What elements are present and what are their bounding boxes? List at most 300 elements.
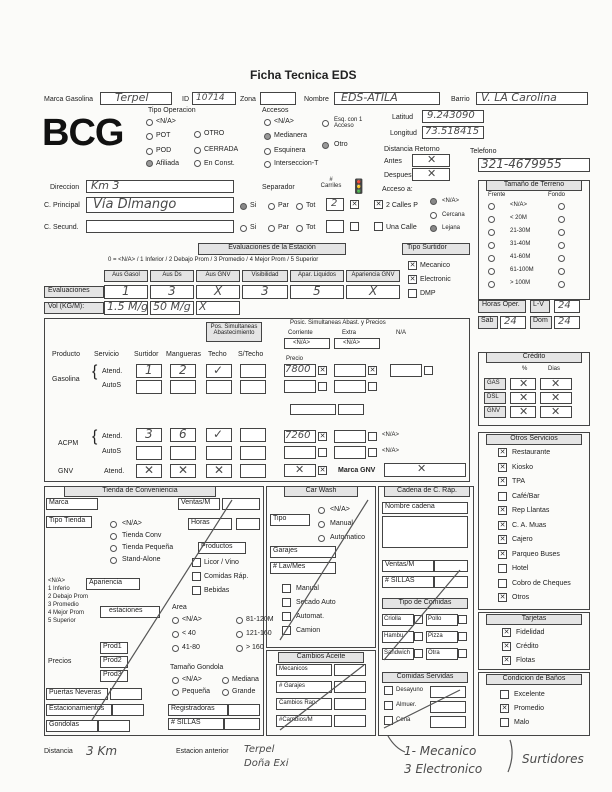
registradoras-field[interactable]: Registradoras (168, 704, 228, 716)
gondola-radio[interactable] (222, 689, 229, 696)
tipo-tienda-radio[interactable] (110, 557, 117, 564)
acpm-stecho[interactable] (240, 428, 266, 442)
sab-label: Sab (478, 316, 498, 329)
cambios-field[interactable]: #Cambios/M (276, 715, 332, 727)
gas-autos-surt[interactable] (136, 380, 162, 394)
frente-radio[interactable] (488, 281, 495, 288)
producto-option: Comidas Ráp. (204, 573, 249, 580)
acpm-autos-check[interactable] (318, 448, 327, 457)
secund-par-radio[interactable] (268, 225, 275, 232)
eval-value-field[interactable]: 3 (150, 285, 194, 299)
tipo-tienda-radio[interactable] (110, 533, 117, 540)
credito-pct-field[interactable]: ✕ (510, 406, 536, 418)
footer-note-surtidores: Surtidores (522, 752, 584, 766)
otros-check[interactable]: ✕ (499, 550, 506, 558)
gnv-precio[interactable]: ✕ (284, 464, 316, 477)
area-radio[interactable] (236, 631, 243, 638)
otros-check[interactable]: ✕ (499, 521, 506, 529)
eval-value-field[interactable]: X (196, 285, 240, 299)
traffic-light-icon: 🚦 (350, 178, 368, 194)
otros-check[interactable]: ✕ (499, 463, 506, 471)
carwash-tipo-radio[interactable] (318, 521, 325, 528)
condicion-label: Malo (514, 719, 530, 726)
tamano-title: Tamaño de Terreno (486, 180, 582, 191)
cambios-value[interactable] (334, 681, 366, 693)
carwash-tipo-radio[interactable] (318, 507, 325, 514)
comida-check[interactable] (414, 632, 423, 641)
principal-check[interactable]: ✕ (351, 201, 358, 208)
cambios-value[interactable] (334, 664, 366, 676)
tienda-sillas-field[interactable]: # SILLAS (168, 718, 224, 730)
par-label: Par (278, 202, 289, 209)
acpm-surtidor[interactable]: 3 (136, 428, 162, 442)
carwash-check[interactable] (282, 612, 291, 621)
area-radio[interactable] (236, 645, 243, 652)
area-option: 41-80 (182, 644, 200, 651)
acceso-radio[interactable] (430, 198, 437, 205)
tipo-op-radio[interactable] (146, 148, 153, 155)
servida-value[interactable] (430, 701, 466, 713)
gas-surtidor[interactable]: 1 (136, 364, 162, 378)
zona-label: Zona (240, 96, 256, 103)
tienda-sillas-value[interactable] (224, 718, 260, 730)
producto-option: Bebidas (204, 587, 230, 594)
tarjetas-title: Tarjetas (486, 614, 582, 625)
vol-value-field[interactable]: 50 M/g (150, 301, 194, 315)
acpm-atend-label: Atend. (102, 433, 123, 440)
productos-label: Productos (198, 542, 246, 554)
tipo-tienda-radio[interactable] (110, 545, 117, 552)
frente-radio[interactable] (488, 268, 495, 275)
nombre-cadena-field[interactable]: Nombre cadena (382, 502, 468, 514)
servida-value[interactable] (430, 716, 466, 728)
una-calle-check[interactable] (374, 222, 383, 231)
acpm-precio-box2[interactable] (338, 404, 364, 415)
footer-estacion-value1: Terpel (244, 744, 275, 755)
footer-distancia-label: Distancia (44, 748, 73, 755)
footer-estacion-value2: Doña Exi (244, 758, 289, 769)
fondo-radio[interactable] (558, 203, 565, 210)
acceso-cercana: Cercana (442, 212, 465, 218)
area-option: 121-160 (246, 630, 272, 637)
gondola-option: <N/A> (182, 676, 202, 683)
principal-par-radio[interactable] (268, 203, 275, 210)
comida-label: Pollo (428, 616, 442, 622)
carwash-tipo-option: Manual (330, 520, 353, 527)
otros-item-label: Parqueo Buses (512, 550, 560, 558)
acpm-mangueras[interactable]: 6 (170, 428, 196, 442)
acpm-autos-techo[interactable] (206, 446, 232, 460)
lv-field[interactable]: 24 (554, 300, 580, 313)
credito-dias-field[interactable]: ✕ (540, 406, 572, 418)
eval-col-header: Visibilidad (242, 270, 288, 282)
area-radio[interactable] (172, 645, 179, 652)
comida-check[interactable] (414, 649, 423, 658)
eval-value-field[interactable]: 5 (290, 285, 344, 299)
eval-value-field[interactable]: 3 (242, 285, 288, 299)
tienda-ventas-value[interactable] (222, 498, 260, 510)
credito-title: Crédito (486, 352, 582, 363)
mecanico-label: Mecanico (420, 262, 450, 269)
secund-label: C. Secund. (44, 224, 79, 231)
otros-check[interactable] (498, 579, 507, 588)
cadena-sillas-value[interactable] (434, 576, 468, 588)
longitud-field[interactable]: 73.518415 (422, 126, 484, 139)
carwash-check[interactable] (282, 584, 291, 593)
marca-field[interactable]: Terpel (100, 92, 172, 105)
dmp-label: DMP (420, 290, 436, 297)
gnv-mangueras[interactable]: ✕ (170, 464, 196, 478)
tarjeta-check[interactable]: ✕ (503, 629, 510, 636)
corriente-label: Corriente (288, 330, 313, 336)
tamano-row-label: 31-40M (510, 241, 531, 247)
gondola-radio[interactable] (172, 689, 179, 696)
tipo-op-radio[interactable] (194, 160, 201, 167)
dmp-check[interactable] (408, 289, 417, 298)
carwash-option: Manual (296, 585, 319, 592)
otros-check[interactable] (498, 492, 507, 501)
gas-autos-precio[interactable] (284, 380, 316, 393)
area-option: < 40 (182, 630, 196, 637)
apariencia-field[interactable]: Apariencia (86, 578, 140, 590)
area-label: Area (172, 604, 187, 611)
vol-value-field[interactable]: X (196, 301, 240, 315)
secund-carriles[interactable] (326, 220, 344, 233)
condicion-check[interactable] (500, 718, 509, 727)
mecanico-check[interactable]: ✕ (409, 262, 416, 269)
carriles-field[interactable]: 2 (326, 198, 344, 211)
acpm-techo[interactable]: ✓ (206, 428, 232, 442)
tot-label: Tot (306, 202, 316, 209)
secund-field[interactable] (86, 220, 234, 233)
tipo-tienda-radio[interactable] (110, 521, 117, 528)
condicion-check[interactable]: ✕ (501, 705, 508, 712)
condicion-label: Promedio (514, 705, 544, 712)
acceso-radio-selected[interactable] (430, 225, 437, 232)
id-label: ID (182, 96, 189, 103)
acpm-autos-stecho[interactable] (240, 446, 266, 460)
cadena-ventas-field[interactable]: Ventas/M (382, 560, 434, 572)
fondo-radio[interactable] (558, 268, 565, 275)
puertas-field[interactable]: Puertas Neveras (46, 688, 108, 700)
escala-option: 2 Debajo Prom (48, 594, 89, 600)
acpm-autos-label: AutoS (102, 448, 122, 455)
comida-label: Criolla (384, 616, 402, 622)
tipo-op-radio[interactable] (146, 119, 153, 126)
electronic-check[interactable]: ✕ (409, 276, 416, 283)
servida-check[interactable] (384, 701, 393, 710)
frente-radio[interactable] (488, 242, 495, 249)
credito-dias-field[interactable]: ✕ (540, 392, 572, 404)
producto-col-header: S/Techo (238, 351, 264, 358)
registradoras-value[interactable] (228, 704, 260, 716)
gnv-precio-check[interactable]: ✕ (319, 467, 326, 474)
otros-item-label: Cobro de Cheques (512, 579, 571, 587)
acpm-autos-extra-check[interactable] (368, 448, 377, 457)
extra-label: Extra (342, 330, 357, 336)
tarjeta-check[interactable]: ✕ (503, 657, 510, 664)
tarjeta-label: Fidelidad (516, 629, 545, 636)
marca-label: Marca Gasolina (44, 96, 94, 103)
precios-label: Precios (48, 658, 72, 665)
principal-tot-radio[interactable] (296, 203, 303, 210)
comida-label: Pizza (428, 633, 443, 639)
acceso-radio[interactable] (430, 212, 437, 219)
dom-label: Dom (530, 316, 552, 329)
par-label: Par (278, 224, 289, 231)
credito-dias-field[interactable]: ✕ (540, 378, 572, 390)
estacionamientos-value[interactable] (112, 704, 144, 716)
gas-techo[interactable]: ✓ (206, 364, 232, 378)
acpm-precio-check[interactable]: ✕ (319, 433, 326, 440)
separador-label: Separador (262, 184, 295, 191)
otros-item-label: C. A. Muas (512, 521, 547, 529)
accesos-radio[interactable] (264, 119, 271, 126)
credito-dias-label: Dias (548, 366, 561, 372)
tienda-marca-field[interactable]: Marca (46, 498, 98, 510)
producto-col-header: Producto (52, 351, 81, 358)
producto-check[interactable] (192, 586, 201, 595)
zona-field[interactable] (260, 92, 296, 105)
gondolas-field[interactable]: Gondolas (46, 720, 98, 732)
cambios-field[interactable]: Cambios Rap. (276, 698, 332, 710)
nombre-cadena-area[interactable] (382, 516, 468, 548)
prod1-field[interactable]: Prod1 (100, 642, 128, 654)
tipo-op-cerrada: CERRADA (204, 146, 239, 153)
producto-col-header: Techo (208, 351, 227, 358)
frente-radio[interactable] (488, 203, 495, 210)
otros-item-label: Hotel (512, 565, 529, 572)
gas-autos-mang[interactable] (170, 380, 196, 394)
carwash-option: Secado Auto (296, 599, 336, 606)
escala-option: 1 Inferio (48, 586, 70, 592)
sab-field[interactable]: 24 (500, 316, 526, 329)
carwash-tipo-option: <N/A> (330, 506, 350, 513)
gas-autos-techo[interactable] (206, 380, 232, 394)
comida-check[interactable] (458, 649, 467, 658)
nombre-field[interactable]: EDS-ATILA (334, 92, 440, 105)
area-radio[interactable] (236, 617, 243, 624)
comida-label: Hambu. (384, 633, 406, 639)
marca-gnv-field[interactable]: ✕ (384, 463, 466, 477)
tot-label: Tot (306, 224, 316, 231)
otros-check[interactable]: ✕ (499, 478, 506, 485)
gas-precio-check[interactable]: ✕ (319, 367, 326, 374)
tipo-op-radio[interactable] (146, 133, 153, 140)
otros-title: Otros Servicios (486, 434, 582, 445)
gondola-radio[interactable] (222, 677, 229, 684)
fondo-radio[interactable] (558, 281, 565, 288)
condicion-check[interactable] (500, 690, 509, 699)
otros-check[interactable]: ✕ (499, 536, 506, 543)
secund-tot-radio[interactable] (296, 225, 303, 232)
latitud-field[interactable]: 9.243090 (422, 110, 484, 123)
dos-calles-check[interactable]: ✕ (375, 201, 382, 208)
gas-autos-extra[interactable] (334, 380, 366, 393)
accesos-radio[interactable] (264, 148, 271, 155)
carwash-check[interactable] (282, 598, 291, 607)
tamano-row-label: > 100M (510, 280, 531, 286)
footer-distancia-value: 3 Km (86, 744, 118, 758)
principal-si-radio[interactable] (240, 203, 247, 210)
accesos-radio[interactable] (264, 161, 271, 168)
barrio-field[interactable]: V. LA Carolina (476, 92, 588, 105)
tarjeta-check[interactable]: ✕ (503, 643, 510, 650)
acpm-extra-check[interactable] (368, 432, 377, 441)
accesos-esquinera: Esquinera (274, 147, 306, 154)
cambios-value[interactable] (334, 715, 366, 727)
una-calle-label: Una Calle (386, 224, 417, 231)
tipo-op-en-const: En Const. (204, 160, 235, 167)
id-field[interactable]: 10714 (192, 92, 236, 105)
servida-check[interactable] (384, 686, 393, 695)
gnv-stecho[interactable] (240, 464, 266, 478)
otros-item-label: Kiosko (512, 463, 534, 471)
gas-extra[interactable] (334, 364, 366, 377)
fondo-label: Fondo (548, 192, 566, 198)
tamano-row-label: 41-60M (510, 254, 531, 260)
tienda-horas-field[interactable] (236, 518, 260, 530)
accesos-radio-selected[interactable] (264, 133, 271, 140)
area-radio[interactable] (172, 631, 179, 638)
despues-label: Despues (384, 172, 412, 179)
frente-radio[interactable] (488, 255, 495, 262)
comida-check[interactable] (458, 615, 467, 624)
carwash-tipo: Tipo (270, 514, 310, 526)
despues-field[interactable]: ✕ (412, 168, 450, 181)
tipo-op-otro: OTRO (204, 130, 225, 137)
eval-value-field[interactable]: 1 (104, 285, 148, 299)
frente-radio[interactable] (488, 229, 495, 236)
otros-check[interactable]: ✕ (499, 594, 506, 601)
acpm-autos-mang[interactable] (170, 446, 196, 460)
eval-col-header: Apar. Liquidos (290, 270, 344, 282)
gas-na-check[interactable] (424, 366, 433, 375)
gas-extra-check[interactable]: ✕ (369, 367, 376, 374)
accesos-interseccion: Interseccion-T (274, 160, 319, 167)
servida-check[interactable] (384, 716, 393, 725)
fondo-radio[interactable] (558, 229, 565, 236)
comidas-servidas-title: Comidas Servidas (382, 672, 468, 683)
secund-check[interactable] (350, 222, 359, 231)
gas-autos-check[interactable] (318, 382, 327, 391)
cambios-field[interactable]: # Garajes (276, 681, 332, 693)
gondola-option: Grande (232, 688, 256, 695)
latitud-label: Latitud (392, 114, 414, 121)
fondo-radio[interactable] (558, 255, 565, 262)
tipo-op-radio-selected[interactable] (146, 160, 153, 167)
otro-label: Otro (334, 141, 348, 148)
carwash-tipo-radio[interactable] (318, 535, 325, 542)
cambios-field[interactable]: Mecanicos (276, 664, 332, 676)
cambios-value[interactable] (334, 698, 366, 710)
gas-autos-extra-check[interactable] (368, 382, 377, 391)
gas-na[interactable] (390, 364, 422, 377)
otros-check[interactable]: ✕ (499, 449, 506, 456)
acpm-autos-extra[interactable] (334, 446, 366, 459)
gas-precio[interactable]: 7800 (284, 364, 316, 377)
gas-autos-stecho[interactable] (240, 380, 266, 394)
telefono-field[interactable]: 321-4679955 (478, 158, 590, 172)
producto-check[interactable] (192, 572, 201, 581)
cadena-sillas-field[interactable]: # SILLAS (382, 576, 434, 588)
gas-stecho[interactable] (240, 364, 266, 378)
fondo-radio[interactable] (558, 242, 565, 249)
gondolas-value[interactable] (98, 720, 130, 732)
servida-value[interactable] (430, 686, 466, 698)
tipo-tienda-option: <N/A> (122, 520, 142, 527)
puertas-value[interactable] (110, 688, 142, 700)
acpm-precio[interactable]: 7260 (284, 430, 316, 443)
otros-check[interactable]: ✕ (499, 507, 506, 514)
cadena-ventas-value[interactable] (434, 560, 468, 572)
frente-radio[interactable] (488, 216, 495, 223)
antes-field[interactable]: ✕ (412, 154, 450, 167)
acpm-precio-box[interactable] (290, 404, 336, 415)
eval-value-field[interactable]: X (346, 285, 400, 299)
comida-check[interactable] (414, 615, 423, 624)
area-radio[interactable] (172, 617, 179, 624)
tipo-op-radio[interactable] (194, 131, 201, 138)
tipo-op-radio[interactable] (194, 147, 201, 154)
tamano-row-label: 61-100M (510, 267, 534, 273)
acpm-autos-surt[interactable] (136, 446, 162, 460)
carwash-check[interactable] (282, 626, 291, 635)
tienda-ventas-field[interactable]: Ventas/M (178, 498, 220, 510)
secund-si-radio[interactable] (240, 225, 247, 232)
vol-label: Vol (KG/M): (44, 302, 104, 314)
eval-col-header: Aus Gasol (104, 270, 148, 282)
acpm-autos-precio[interactable] (284, 446, 316, 459)
dom-field[interactable]: 24 (554, 316, 580, 329)
lav-mes-field[interactable]: # Lav/Mes (270, 562, 336, 574)
estaciones-field[interactable]: estaciones (100, 606, 160, 618)
esq-radio[interactable] (322, 120, 329, 127)
gondola-radio[interactable] (172, 677, 179, 684)
tamano-row-label: < 20M (510, 215, 527, 221)
prod3-field[interactable]: Prod3 (100, 670, 128, 682)
gas-mangueras[interactable]: 2 (170, 364, 196, 378)
acpm-na-label: <N/A> (382, 432, 400, 438)
condicion-title: Condicion de Baños (486, 674, 582, 685)
otro-radio[interactable] (322, 142, 329, 149)
si-label: Si (250, 202, 257, 209)
tienda-title: Tienda de Conveniencia (64, 486, 216, 497)
tipo-tienda-option: Tienda Conv (122, 532, 162, 539)
acpm-extra[interactable] (334, 430, 366, 443)
garajes-field[interactable]: Garajes (270, 546, 336, 558)
vol-value-field[interactable]: 1.5 M/g (104, 301, 148, 315)
extra-box[interactable]: <N/A> (334, 338, 380, 349)
gnv-surtidor[interactable]: ✕ (136, 464, 162, 478)
comida-check[interactable] (458, 632, 467, 641)
gnv-techo[interactable]: ✕ (206, 464, 232, 478)
credito-pct-field[interactable]: ✕ (510, 392, 536, 404)
prod2-field[interactable]: Prod2 (100, 656, 128, 668)
fondo-radio[interactable] (558, 216, 565, 223)
otros-check[interactable] (498, 564, 507, 573)
credito-pct-field[interactable]: ✕ (510, 378, 536, 390)
principal-label: C. Principal (44, 202, 80, 209)
direccion-field[interactable]: Km 3 (86, 180, 234, 193)
producto-check[interactable] (192, 558, 201, 567)
comida-label: Otra (428, 650, 440, 656)
estacionamientos-field[interactable]: Estacionamientos (46, 704, 112, 716)
otros-item-label: Café/Bar (512, 492, 540, 500)
principal-field[interactable]: Vía Dlmango (86, 197, 234, 213)
carwash-option: Automat. (296, 613, 325, 620)
corriente-box[interactable]: <N/A> (284, 338, 330, 349)
